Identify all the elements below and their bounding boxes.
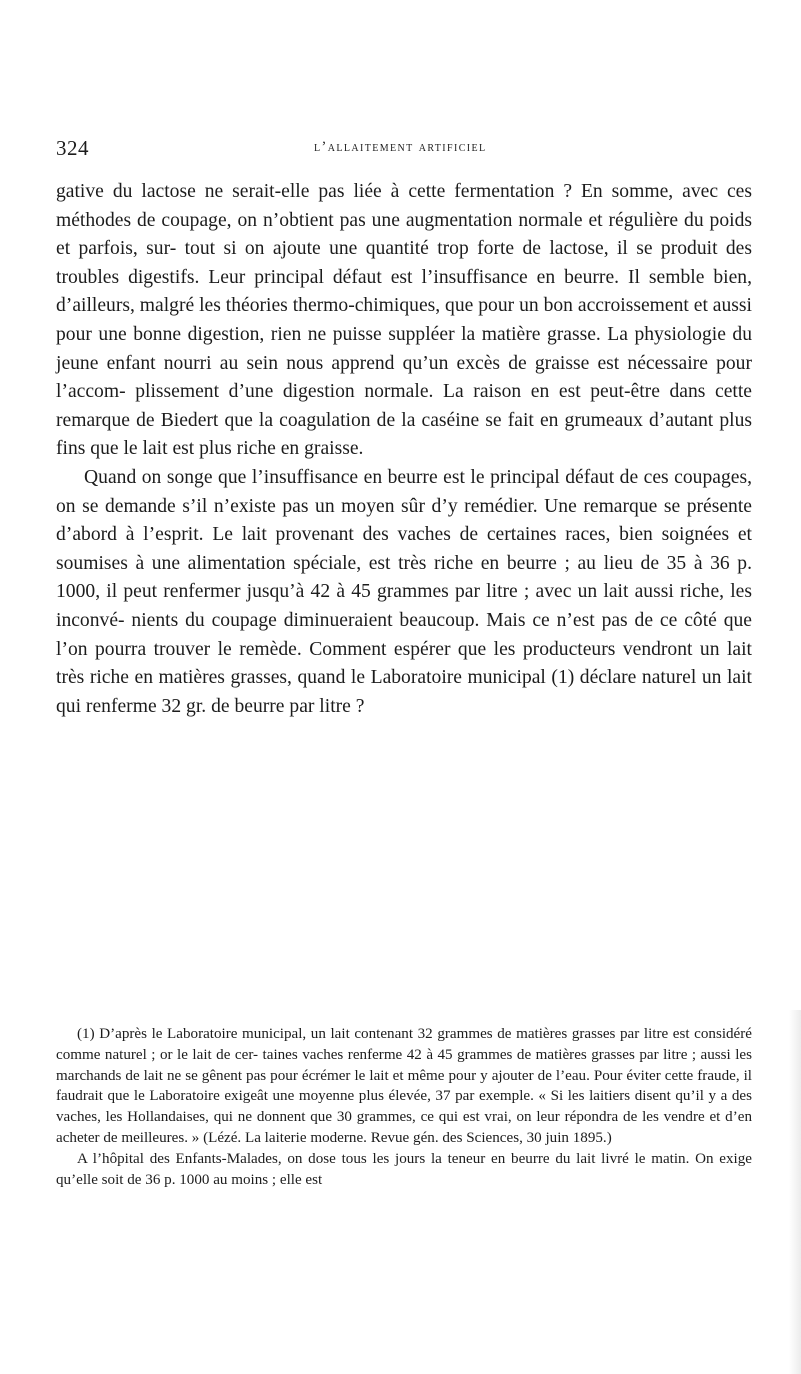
body-paragraph-1: gative du lactose ne serait-elle pas liée à cette fermentation ? En somme, avec ces méthodes de coupage, on n’obtient pas une augmentation normale et régulière du poids et parfois, sur- tout si on ajoute une quantité trop forte de lactose, il se produit des troubles digestifs. Leur principal défaut est l’insuffisance en beurre. Il semble bien, d’ailleurs, malgré les théories thermo-chimiques, que pour un bon accroissement et aussi pour une bonne digestion, rien ne puisse suppléer la matière grasse. La physiologie du jeune enfant nourri au sein nous apprend qu’un excès de graisse est nécessaire pour l’accom- plissement d’une digestion normale. La raison en est peut-être dans cette remarque de Biedert que la coagulation de la caséine se fait en grumeaux d’autant plus fins que le lait est plus riche en graisse. [56,181,752,460]
running-head: l’allaitement artificiel [314,139,487,155]
footnotes [56,1024,752,1190]
body-paragraph-2: Quand on songe que l’insuffisance en beurre est le principal défaut de ces coupages, on se demande s’il n’existe pas un moyen sûr d’y remédier. Une remarque se présente d’abord à l’esprit. Le lait provenant des vaches de certaines races, bien soignées et soumises à une alimentation spéciale, est très riche en beurre ; au lieu de 35 à 36 p. 1000, il peut renfermer jusqu’à 42 à 45 grammes par litre ; avec un lait aussi riche, les inconvé- nients du coupage diminueraient beaucoup. Mais ce n’est pas de ce côté que l’on pourra trouver le remède. Comment espérer que les producteurs vendront un lait très riche en matières grasses, quand le Laboratoire municipal (1) déclare naturel un lait qui renferme 32 gr. de beurre par litre ? [56,466,752,717]
page-header [56,136,756,162]
footnote-1: (1) D’après le Laboratoire municipal, un lait contenant 32 grammes de matières grasses par litre est considéré comme naturel ; or le lait de cer- taines vaches renferme 42 à 45 grammes de matières grasses par litre ; aussi les marchands de lait ne se gênent pas pour écrémer le lait et même pour y ajouter de l’eau. Pour éviter cette fraude, il faudrait que le Laboratoire exigeât une moyenne plus élevée, 37 par exemple. « Si les laitiers disent qu’il y a des vaches, les Hollandaises, qui ne donnent que 30 grammes, ce qui est vrai, on leur répondra de les vendre et d’en acheter de meilleures. » (Lézé. La laiterie moderne. Revue gén. des Sciences, 30 juin 1895.) [56,1026,752,1146]
body-text [56,178,752,721]
page-edge-shadow [789,1010,801,1374]
page-number: 324 [56,136,89,160]
footnote-continuation: A l’hôpital des Enfants-Malades, on dose tous les jours la teneur en beurre du lait livré le matin. On exige qu’elle soit de 36 p. 1000 au moins ; elle est [56,1150,752,1188]
